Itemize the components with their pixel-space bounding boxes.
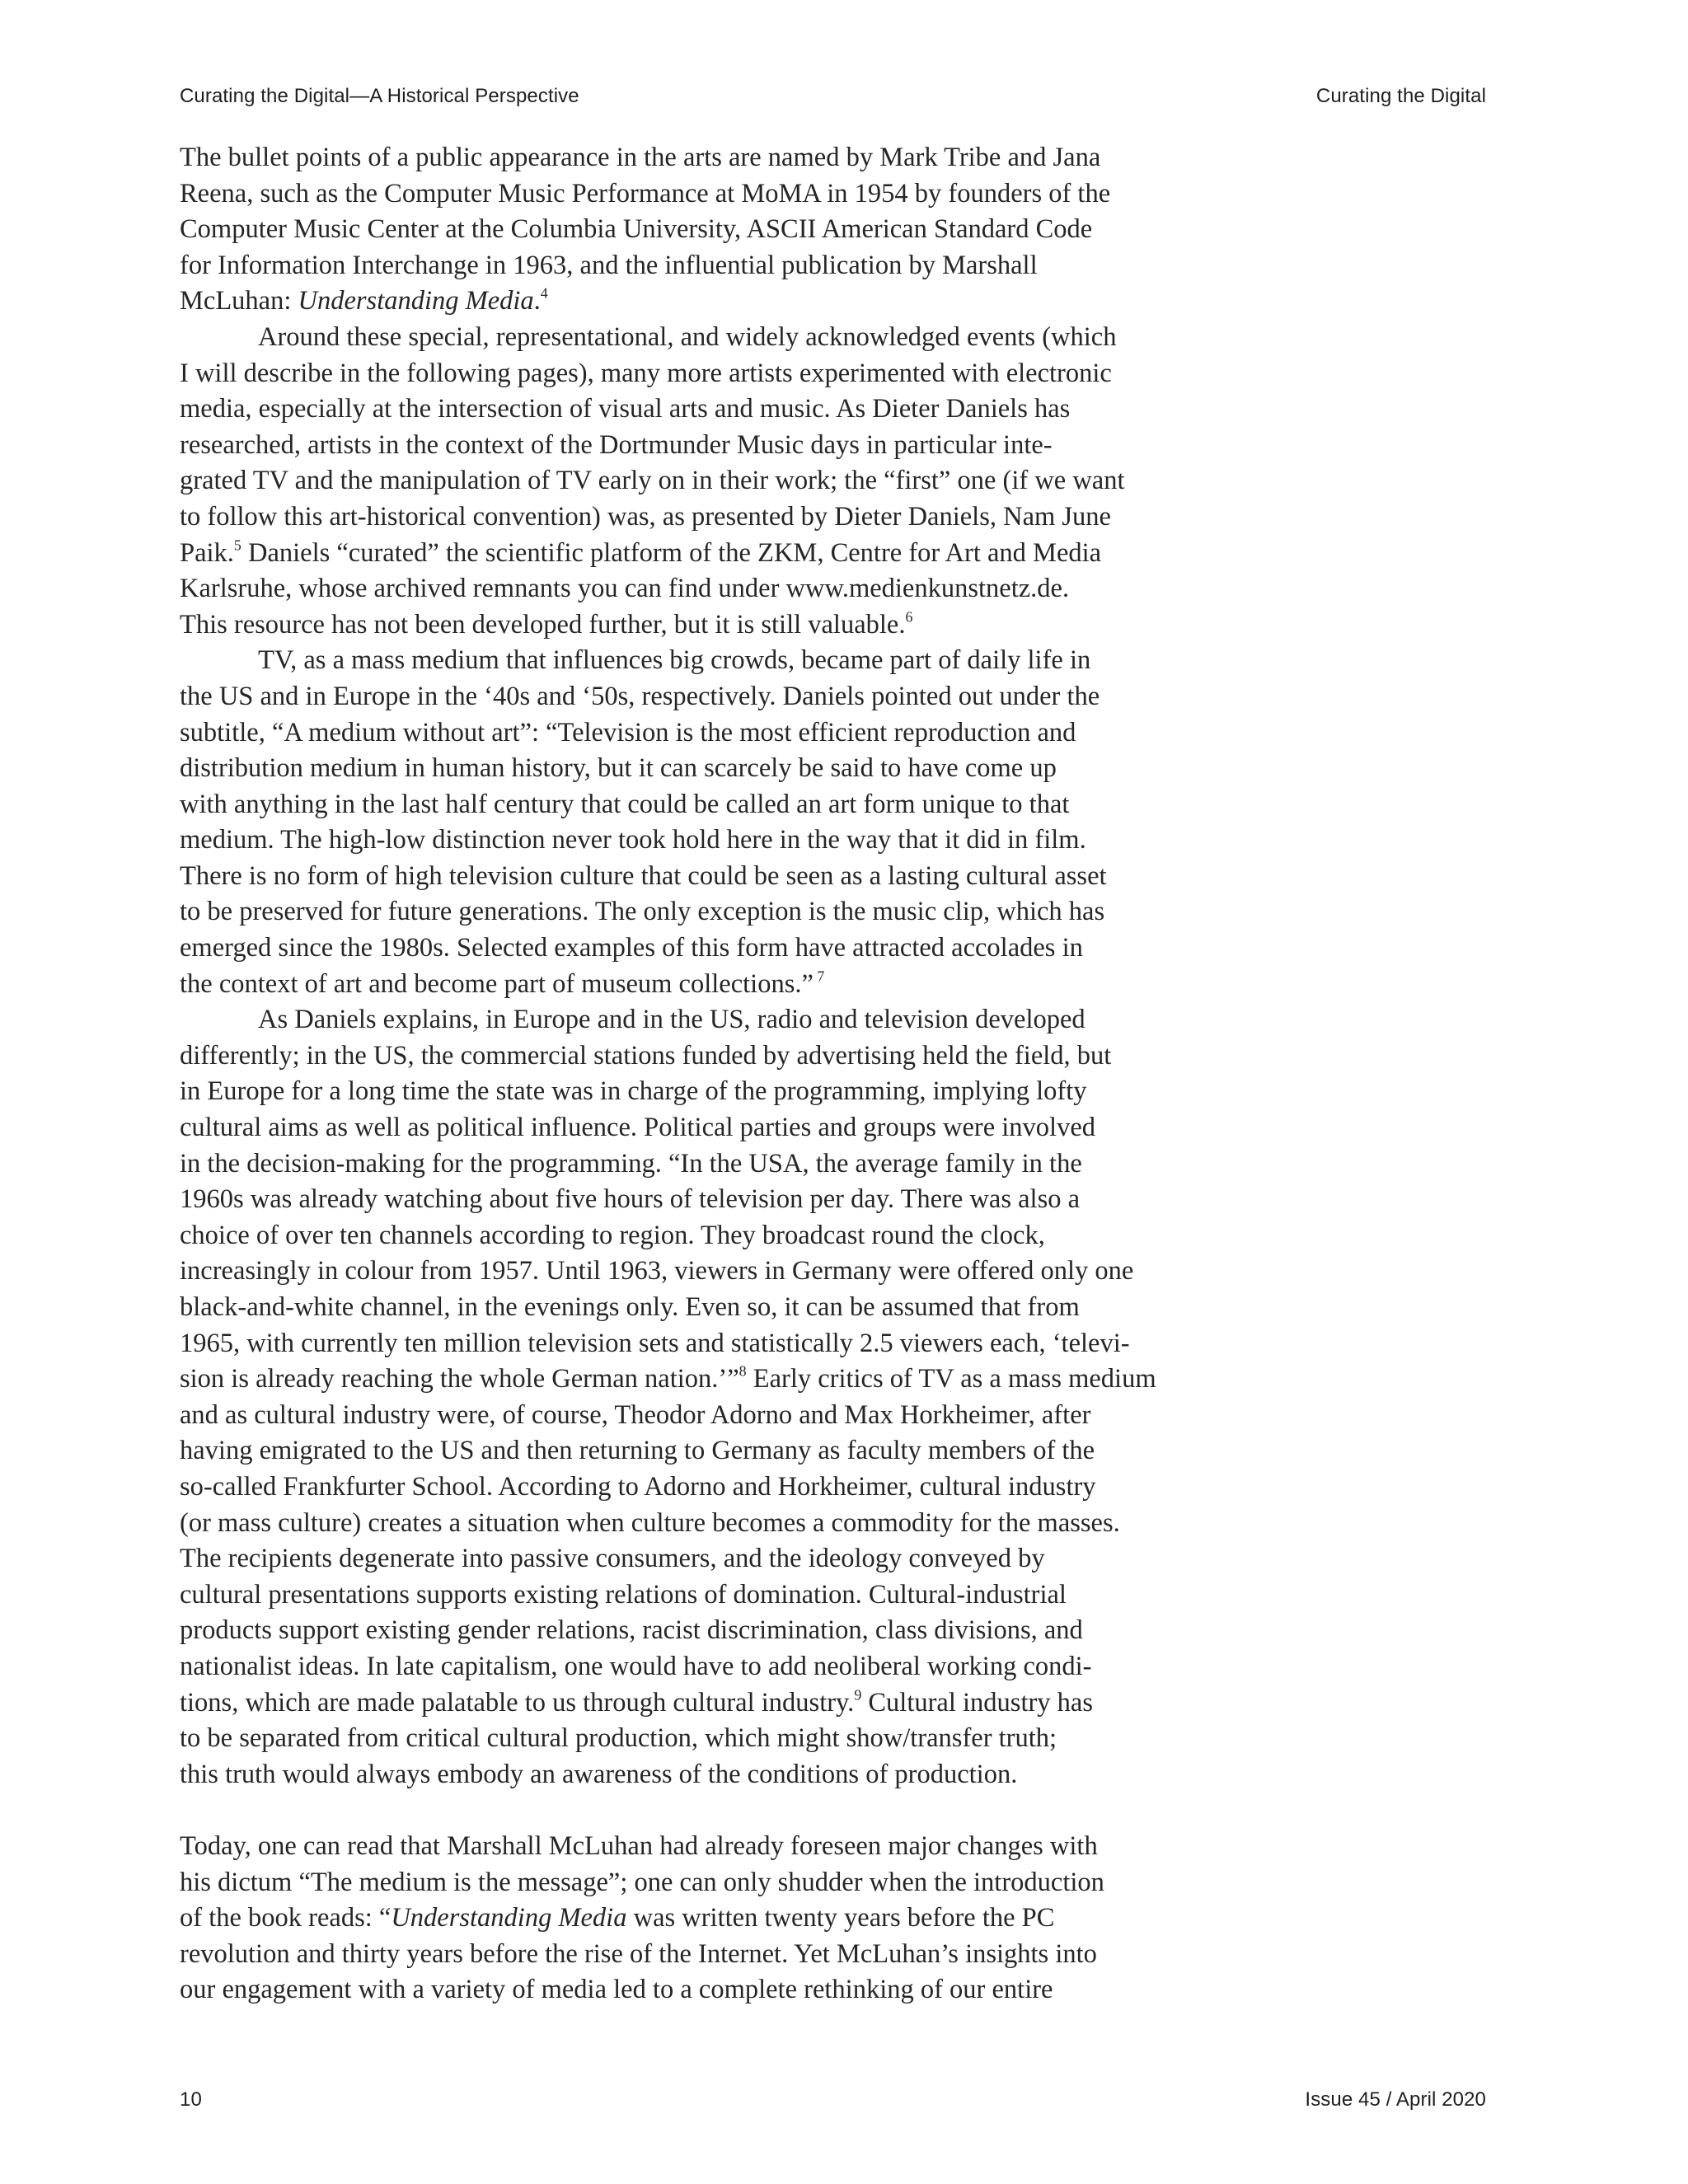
- text-segment: 1960s was already watching about five hours of television per day. There was also a: [180, 1184, 1081, 1215]
- text-segment: I will describe in the following pages), many more artists experimented with electronic: [180, 358, 1112, 388]
- text-line: [180, 751, 1202, 787]
- text-line: [180, 1577, 1202, 1614]
- text-segment: the US and in Europe in the ‘40s and ‘50s, respectively. Daniels pointed out under the: [180, 681, 1100, 711]
- text-segment: and as cultural industry were, of course, Theodor Adorno and Max Horkheimer, after: [180, 1399, 1091, 1430]
- text-line: [180, 499, 1202, 536]
- text-segment: differently; in the US, the commercial stations funded by advertising held the field, but: [180, 1040, 1112, 1071]
- text-line: [180, 1290, 1202, 1326]
- text-segment: (or mass culture) creates a situation when culture becomes a commodity for the masses.: [180, 1507, 1120, 1538]
- text-line: [180, 428, 1202, 464]
- text-line: [180, 1506, 1202, 1542]
- text-segment: was written twenty years before the PC: [626, 1903, 1055, 1933]
- text-line: [180, 1110, 1202, 1146]
- text-segment: The bullet points of a public appearance in the arts are named by Mark Tribe and Jana: [180, 143, 1101, 172]
- text-segment: nationalist ideas. In late capitalism, one would have to add neoliberal working condi-: [180, 1651, 1092, 1681]
- text-line: [180, 536, 1202, 572]
- text-segment: our engagement with a variety of media led to a complete rethinking of our entire: [180, 1975, 1053, 2005]
- footnote-marker: 8: [738, 1362, 747, 1380]
- text-segment: subtitle, “A medium without art”: “Television is the most efficient reproduction and: [180, 717, 1076, 748]
- text-segment: media, especially at the intersection of visual arts and music. As Dieter Daniels has: [180, 394, 1071, 424]
- page-number: 10: [180, 2088, 202, 2111]
- text-line: [180, 1398, 1202, 1434]
- text-segment: Reena, such as the Computer Music Performance at MoMA in 1954 by founders of the: [180, 178, 1111, 209]
- text-segment: There is no form of high television culture that could be seen as a lasting cultural asset: [180, 860, 1107, 891]
- text-segment: As Daniels explains, in Europe and in the US, radio and television developed: [258, 1005, 1085, 1035]
- text-segment: for Information Interchange in 1963, and the influential publication by Marshall: [180, 250, 1038, 280]
- text-segment: .: [533, 286, 541, 316]
- footnote-marker: 6: [905, 608, 913, 626]
- text-segment: Cultural industry has: [861, 1687, 1093, 1718]
- text-segment: Karlsruhe, whose archived remnants you can find under www.medienkunstnetz.de.: [180, 574, 1070, 604]
- text-line: [180, 1469, 1202, 1506]
- text-segment: The recipients degenerate into passive consumers, and the ideology conveyed by: [180, 1544, 1045, 1574]
- text-segment: cultural aims as well as political influence. Political parties and groups were involved: [180, 1113, 1095, 1143]
- text-line: [180, 930, 1202, 967]
- text-segment: Paik.: [180, 537, 234, 568]
- text-segment: Computer Music Center at the Columbia University, ASCII American Standard Code: [180, 214, 1093, 245]
- text-line: [180, 967, 1202, 1003]
- text-line: [180, 284, 1202, 320]
- article-body: [180, 140, 1202, 2008]
- text-line: [180, 1937, 1202, 1973]
- footnote-marker: 9: [854, 1686, 862, 1704]
- text-segment: McLuhan:: [180, 286, 298, 316]
- text-segment: in Europe for a long time the state was in charge of the programming, implying lofty: [180, 1076, 1087, 1107]
- text-segment: Today, one can read that Marshall McLuhan had already foreseen major changes with: [180, 1830, 1098, 1861]
- footnote-marker: 5: [233, 537, 241, 554]
- text-line: [180, 1685, 1202, 1722]
- text-line: [180, 1757, 1202, 1793]
- text-segment: TV, as a mass medium that influences big crowds, became part of daily life in: [258, 645, 1091, 676]
- text-segment: medium. The high-low distinction never took hold here in the way that it did in film.: [180, 825, 1086, 855]
- text-segment: 1965, with currently ten million television sets and statistically 2.5 viewers each, ‘televi-: [180, 1328, 1130, 1358]
- text-line: [180, 1433, 1202, 1469]
- text-line: [180, 356, 1202, 392]
- text-segment: products support existing gender relations, racist discrimination, class divisions, and: [180, 1615, 1083, 1646]
- text-line: [180, 571, 1202, 607]
- text-line: [180, 1972, 1202, 2008]
- text-line: [180, 1541, 1202, 1577]
- text-segment: to follow this art-historical convention) was, as presented by Dieter Daniels, Nam June: [180, 501, 1111, 532]
- text-line: [180, 463, 1202, 499]
- text-line: [180, 1900, 1202, 1937]
- text-line: [180, 1865, 1202, 1901]
- text-line: [180, 823, 1202, 859]
- text-line: [180, 212, 1202, 248]
- italic-title: Understanding Media: [391, 1903, 627, 1933]
- text-segment: cultural presentations supports existing relations of domination. Cultural-industrial: [180, 1579, 1067, 1610]
- text-segment: revolution and thirty years before the rise of the Internet. Yet McLuhan’s insights into: [180, 1938, 1097, 1969]
- issue-label: Issue 45 / April 2020: [1305, 2088, 1486, 2111]
- footnote-marker: 7: [813, 968, 825, 985]
- text-segment: tions, which are made palatable to us through cultural industry.: [180, 1687, 855, 1718]
- running-header-left: Curating the Digital—A Historical Perspective: [180, 85, 579, 107]
- text-segment: the context of art and become part of museum collections.”: [180, 968, 814, 999]
- text-line: [180, 1649, 1202, 1685]
- text-segment: black-and-white channel, in the evenings only. Even so, it can be assumed that from: [180, 1292, 1080, 1322]
- text-line: [180, 248, 1202, 284]
- text-line: [180, 1613, 1202, 1649]
- text-segment: so-called Frankfurter School. According to Adorno and Horkheimer, cultural industry: [180, 1471, 1096, 1502]
- text-line: [180, 1829, 1202, 1865]
- text-segment: choice of over ten channels according to region. They broadcast round the clock,: [180, 1220, 1045, 1250]
- text-line: [180, 679, 1202, 715]
- text-segment: Daniels “curated” the scientific platform of the ZKM, Centre for Art and Media: [241, 537, 1102, 568]
- text-line: [180, 1721, 1202, 1757]
- text-segment: in the decision-making for the programming. “In the USA, the average family in the: [180, 1148, 1082, 1179]
- text-line: [180, 1074, 1202, 1110]
- text-segment: distribution medium in human history, but it can scarcely be said to have come up: [180, 753, 1057, 784]
- text-segment: grated TV and the manipulation of TV early on in their work; the “first” one (if we want: [180, 466, 1125, 496]
- text-segment: researched, artists in the context of the Dortmunder Music days in particular inte-: [180, 429, 1053, 460]
- text-line: [180, 1254, 1202, 1290]
- text-segment: sion is already reaching the whole German nation.’”: [180, 1364, 739, 1394]
- text-segment: his dictum “The medium is the message”; one can only shudder when the introduction: [180, 1867, 1104, 1897]
- text-line: [180, 643, 1202, 679]
- text-line: [180, 1326, 1202, 1362]
- text-segment: of the book reads: “: [180, 1903, 392, 1933]
- text-segment: to be separated from critical cultural production, which might show/transfer truth;: [180, 1723, 1057, 1754]
- text-segment: emerged since the 1980s. Selected examples of this form have attracted accolades in: [180, 933, 1083, 963]
- text-line: [180, 140, 1202, 176]
- text-line: [180, 1182, 1202, 1218]
- text-line: [180, 1038, 1202, 1075]
- text-line: [180, 1361, 1202, 1398]
- text-line: [180, 607, 1202, 644]
- text-segment: having emigrated to the US and then returning to Germany as faculty members of the: [180, 1436, 1095, 1466]
- running-header-right: Curating the Digital: [1315, 85, 1486, 107]
- text-segment: Around these special, representational, and widely acknowledged events (which: [258, 321, 1117, 352]
- text-line: [180, 859, 1202, 895]
- text-segment: increasingly in colour from 1957. Until 1963, viewers in Germany were offered only one: [180, 1256, 1134, 1286]
- text-line: [180, 894, 1202, 930]
- footnote-marker: 4: [540, 284, 548, 302]
- text-line: [180, 176, 1202, 213]
- text-segment: Early critics of TV as a mass medium: [746, 1364, 1156, 1394]
- italic-title: Understanding Media: [298, 286, 534, 316]
- text-segment: This resource has not been developed further, but it is still valuable.: [180, 609, 906, 640]
- text-segment: this truth would always embody an awareness of the conditions of production.: [180, 1759, 1018, 1789]
- text-line: [180, 391, 1202, 428]
- text-segment: with anything in the last half century that could be called an art form unique to that: [180, 789, 1070, 819]
- text-line: [180, 1002, 1202, 1038]
- text-line: [180, 715, 1202, 752]
- text-line: [180, 787, 1202, 823]
- text-line: [180, 1146, 1202, 1183]
- text-segment: to be preserved for future generations. The only exception is the music clip, which has: [180, 897, 1105, 927]
- text-line: [180, 320, 1202, 356]
- text-line: [180, 1218, 1202, 1254]
